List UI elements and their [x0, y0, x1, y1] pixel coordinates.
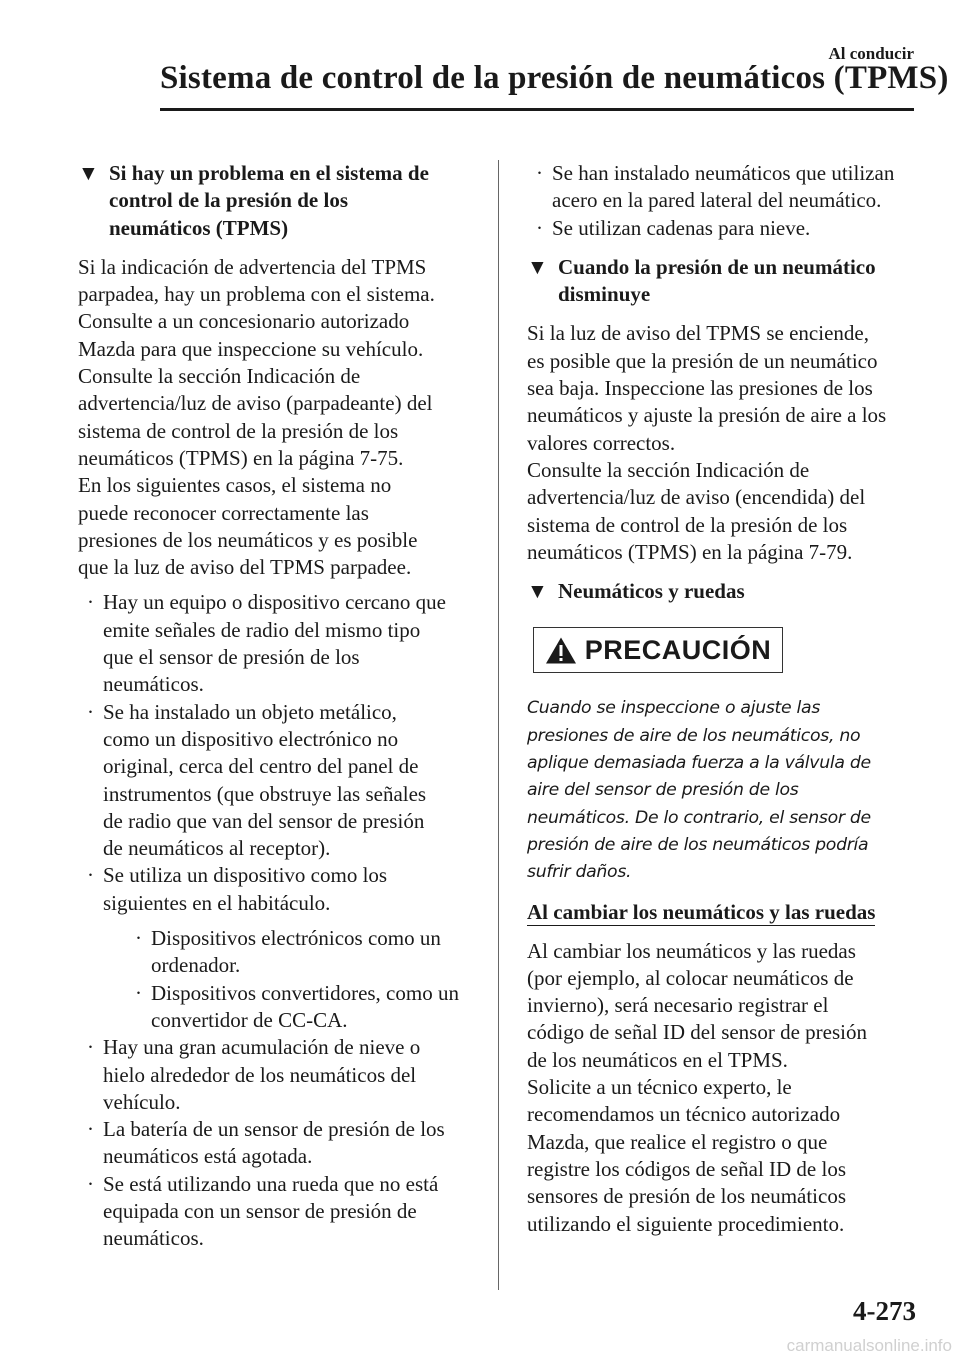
text-line: neumáticos. De lo contrario, el sensor de: [527, 807, 871, 828]
text-line: neumáticos.: [103, 1226, 204, 1251]
warning-icon: [545, 636, 577, 665]
text-line: registre los códigos de señal ID de los: [527, 1156, 847, 1181]
text-line: La batería de un sensor de presión de los: [103, 1117, 445, 1142]
paragraph-pressure-drop: [527, 320, 927, 566]
text-line: disminuye: [558, 282, 651, 307]
text-line: hielo alrededor de los neumáticos del: [103, 1062, 417, 1087]
text-line: Se ha instalado un objeto metálico,: [103, 699, 397, 724]
heading-tpms-problem: [78, 160, 478, 242]
text-line: recomendamos un técnico autorizado: [527, 1102, 841, 1127]
bullet-icon: ·: [87, 590, 94, 615]
left-column: [78, 160, 478, 1253]
text-line: vehículo.: [103, 1089, 181, 1114]
text-line: siguientes en el habitáculo.: [103, 890, 331, 915]
list-item: [78, 1034, 478, 1116]
text-line: neumáticos (TPMS) en la página 7-79.: [527, 539, 853, 564]
text-line: Al cambiar los neumáticos y las ruedas: [527, 938, 856, 963]
list-item: [78, 589, 478, 698]
text-line: emite señales de radio del mismo tipo: [103, 617, 421, 642]
text-line: (por ejemplo, al colocar neumáticos de: [527, 965, 854, 990]
text-line: utilizando el siguiente procedimiento.: [527, 1211, 845, 1236]
sub-list-item: [103, 925, 478, 980]
sub-list-item: [103, 980, 478, 1035]
down-triangle-icon: ▼: [527, 579, 548, 604]
text-line: Consulte la sección Indicación de: [527, 457, 810, 482]
right-column: [527, 160, 927, 1238]
text-line: que la luz de aviso del TPMS parpadee.: [78, 555, 412, 580]
text-line: Neumáticos y ruedas: [558, 579, 745, 604]
text-line: En los siguientes casos, el sistema no: [78, 473, 392, 498]
text-line: ordenador.: [151, 953, 241, 978]
watermark: carmanualsonline.info: [786, 1336, 952, 1355]
text-line: es posible que la presión de un neumático: [527, 348, 878, 373]
text-line: aplique demasiada fuerza a la válvula de: [527, 753, 871, 774]
bullet-icon: ·: [87, 863, 94, 888]
text-line: Dispositivos convertidores, como un: [151, 980, 459, 1005]
bullet-icon: ·: [87, 1035, 94, 1060]
cases-list-continued: [527, 160, 927, 242]
text-line: Cuando se inspeccione o ajuste las: [527, 698, 821, 719]
bullet-icon: ·: [135, 926, 142, 951]
text-line: Solicite a un técnico experto, le: [527, 1075, 792, 1100]
text-line: original, cerca del centro del panel de: [103, 754, 419, 779]
text-line: presión de aire de los neumáticos podría: [527, 834, 869, 855]
header-section: Al conducir: [828, 44, 914, 63]
text-line: de neumáticos al receptor).: [103, 836, 331, 861]
bullet-icon: ·: [87, 699, 94, 724]
caution-label: PRECAUCIÓN: [584, 634, 772, 665]
sub-list: [103, 925, 478, 1034]
heading-tires-wheels: [527, 578, 927, 605]
text-line: neumáticos.: [103, 672, 204, 697]
caution-box: [533, 627, 783, 673]
text-line: presiones de aire de los neumáticos, no: [527, 725, 861, 746]
text-line: sufrir daños.: [527, 862, 632, 883]
text-line: Si la luz de aviso del TPMS se enciende,: [527, 321, 869, 346]
text-line: instrumentos (que obstruye las señales: [103, 781, 427, 806]
text-line: Se está utilizando una rueda que no está: [103, 1171, 439, 1196]
text-line: aire del sensor de presión de los: [527, 780, 799, 801]
text-line: neumáticos está agotada.: [103, 1144, 313, 1169]
list-item: [78, 1171, 478, 1253]
text-line: Si hay un problema en el sistema de: [109, 161, 429, 185]
text-line: Dispositivos electrónicos como un: [151, 926, 441, 951]
text-line: Cuando la presión de un neumático: [558, 254, 876, 279]
text-line: invierno), será necesario registrar el: [527, 993, 829, 1018]
caution-text: [527, 695, 927, 886]
paragraph-changing-tires: [527, 938, 927, 1238]
text-line: Mazda para que inspeccione su vehículo.: [78, 336, 424, 361]
text-line: sea baja. Inspeccione las presiones de los: [527, 376, 873, 401]
bullet-icon: ·: [536, 161, 543, 185]
heading-pressure-drop: [527, 254, 927, 309]
text-line: Consulte a un concesionario autorizado: [78, 309, 410, 334]
bullet-icon: ·: [135, 980, 142, 1005]
text-line: Se utiliza un dispositivo como los: [103, 863, 388, 888]
text-line: como un dispositivo electrónico no: [103, 726, 399, 751]
text-line: Hay un equipo o dispositivo cercano que: [103, 590, 446, 615]
text-line: de radio que van del sensor de presión: [103, 808, 425, 833]
text-line: advertencia/luz de aviso (encendida) del: [527, 485, 866, 510]
text-line: sistema de control de la presión de los: [78, 418, 399, 443]
text-line: Se han instalado neumáticos que utilizan: [552, 161, 895, 185]
text-line: código de señal ID del sensor de presión: [527, 1020, 867, 1045]
bullet-icon: ·: [87, 1117, 94, 1142]
text-line: sensores de presión de los neumáticos: [527, 1184, 847, 1209]
paragraph-tpms-warning: [78, 254, 478, 582]
down-triangle-icon: ▼: [78, 161, 99, 185]
down-triangle-icon: ▼: [527, 254, 548, 279]
text-line: valores correctos.: [527, 430, 676, 455]
bullet-icon: ·: [87, 1171, 94, 1196]
list-item: [78, 862, 478, 1034]
header-rule: [160, 108, 914, 111]
text-line: control de la presión de los: [109, 188, 348, 213]
text-line: neumáticos (TPMS): [109, 215, 289, 240]
cases-list: [78, 589, 478, 1252]
subheading-changing-tires: Al cambiar los neumáticos y las ruedas: [527, 899, 876, 924]
text-line: que el sensor de presión de los: [103, 645, 360, 670]
page-title: Sistema de control de la presión de neumáticos (TPMS): [160, 60, 949, 96]
list-item: [78, 1116, 478, 1171]
bullet-icon: ·: [536, 215, 543, 240]
text-line: presiones de los neumáticos y es posible: [78, 527, 418, 552]
text-line: neumáticos (TPMS) en la página 7-75.: [78, 445, 404, 470]
text-line: convertidor de CC-CA.: [151, 1007, 348, 1032]
page-number: 4-273: [853, 1296, 916, 1326]
text-line: Hay una gran acumulación de nieve o: [103, 1035, 421, 1060]
text-line: Se utilizan cadenas para nieve.: [552, 215, 811, 240]
text-line: advertencia/luz de aviso (parpadeante) del: [78, 391, 433, 416]
text-line: Consulte la sección Indicación de: [78, 364, 361, 389]
text-line: equipada con un sensor de presión de: [103, 1198, 417, 1223]
list-item: [527, 215, 927, 242]
text-line: acero en la pared lateral del neumático.: [552, 188, 882, 213]
list-item: [78, 699, 478, 863]
text-line: neumáticos y ajuste la presión de aire a los: [527, 403, 887, 428]
text-line: Si la indicación de advertencia del TPMS: [78, 254, 427, 279]
text-line: sistema de control de la presión de los: [527, 512, 848, 537]
text-line: parpadea, hay un problema con el sistema.: [78, 282, 435, 307]
text-line: de los neumáticos en el TPMS.: [527, 1047, 788, 1072]
text-line: puede reconocer correctamente las: [78, 500, 369, 525]
column-divider: [498, 160, 499, 1290]
text-line: Mazda, que realice el registro o que: [527, 1129, 828, 1154]
list-item: [527, 160, 927, 215]
